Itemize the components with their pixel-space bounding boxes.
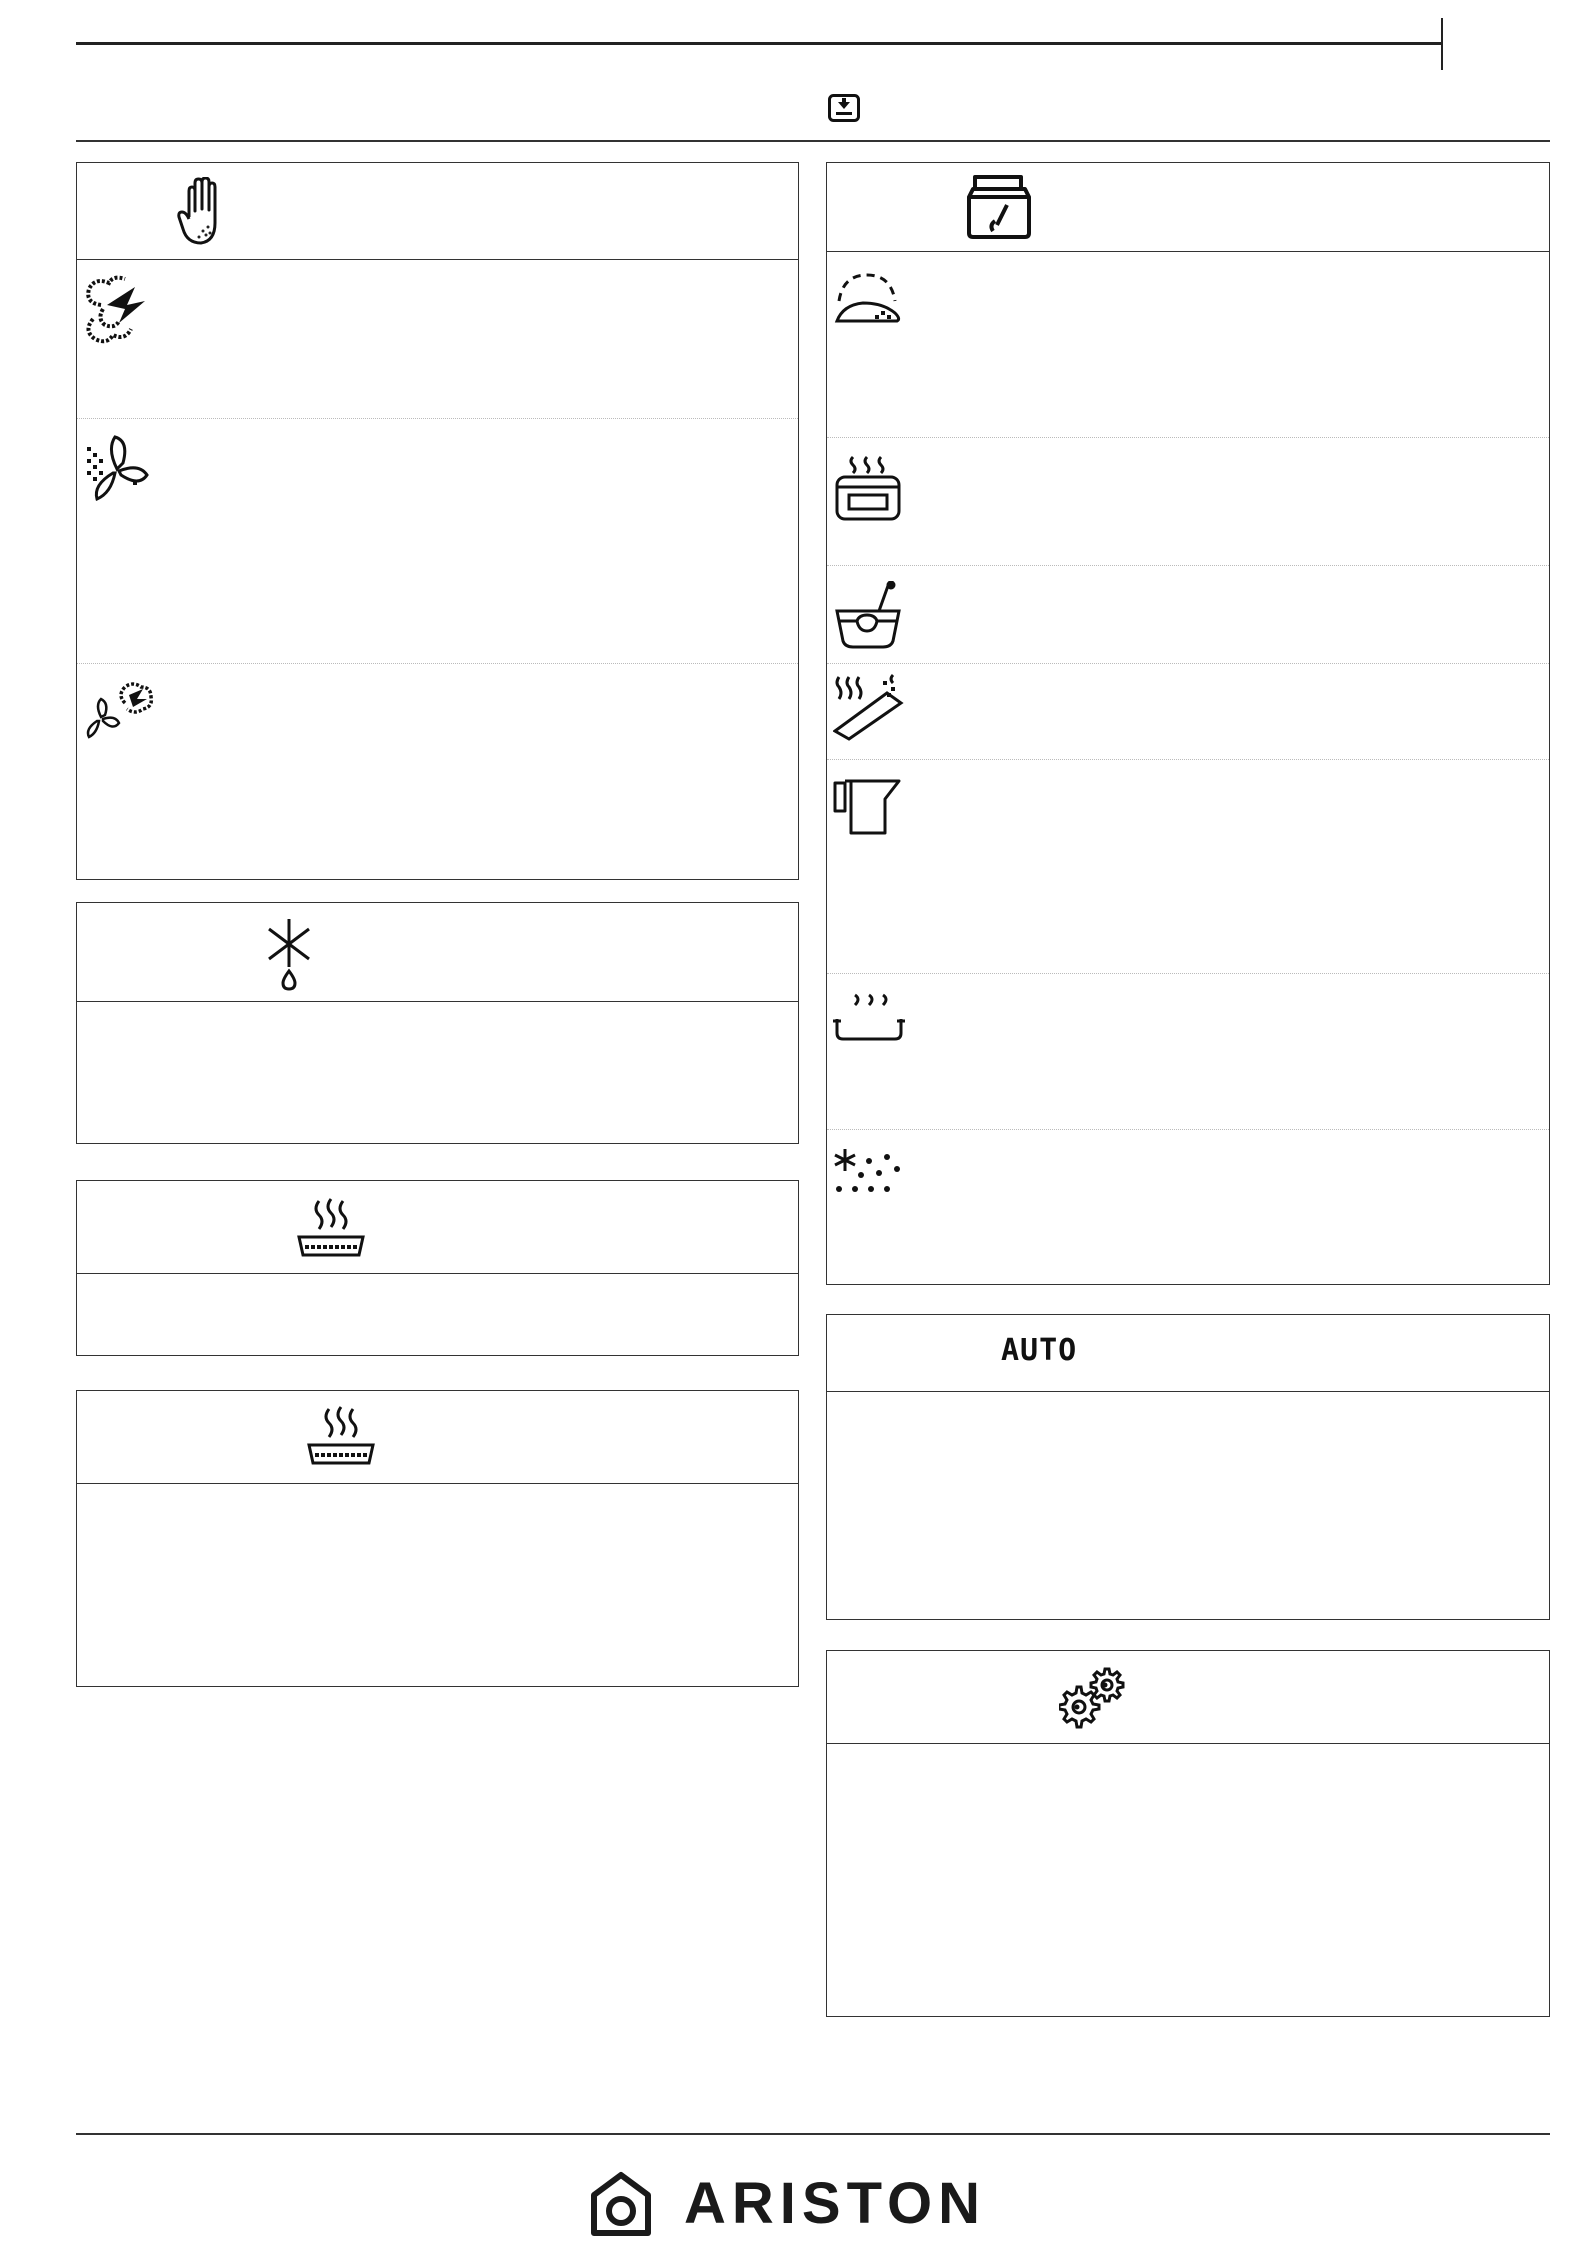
- manual-mode-panel: [76, 162, 799, 880]
- settings-header: [827, 1651, 1549, 1744]
- keep-warm-panel-2: [76, 1390, 799, 1687]
- rising-dough-icon: [833, 271, 903, 331]
- row-separator: [827, 663, 1549, 664]
- preserve-jar-icon: [963, 175, 1035, 239]
- row-separator: [827, 1129, 1549, 1130]
- hand-icon: [177, 177, 225, 247]
- fan-icon: [85, 433, 149, 505]
- keep-warm-panel: [76, 1180, 799, 1356]
- auto-header: [827, 1315, 1549, 1392]
- convection-icon: [83, 275, 153, 347]
- row-separator: [827, 565, 1549, 566]
- section-rule: [76, 140, 1550, 142]
- mixing-bowl-icon: [833, 581, 903, 651]
- jug-icon: [833, 777, 903, 837]
- row-separator: [77, 663, 798, 664]
- row-separator: [827, 437, 1549, 438]
- row-separator: [827, 973, 1549, 974]
- fan-convection-icon: [81, 681, 155, 741]
- sprinkle-icon: [833, 1147, 905, 1199]
- defrost-panel: [76, 902, 799, 1144]
- simmer-dish-icon: [833, 993, 905, 1043]
- row-separator: [827, 759, 1549, 760]
- brand-name: ARISTON: [684, 2171, 986, 2236]
- special-functions-panel: [826, 162, 1550, 1285]
- steaming-pot-icon: [833, 453, 903, 523]
- keep-warm-header: [77, 1181, 798, 1274]
- footer-rule: [76, 2133, 1550, 2135]
- settings-panel: [826, 1650, 1550, 2017]
- download-icon: [828, 94, 860, 122]
- auto-panel: [826, 1314, 1550, 1620]
- special-functions-header: [827, 163, 1549, 252]
- brand-logo: [590, 2170, 986, 2237]
- warming-plate-icon: [833, 673, 905, 741]
- top-rule-tick: [1441, 18, 1443, 70]
- snowflake-drop-icon: [263, 917, 315, 991]
- gears-icon: [1059, 1667, 1127, 1729]
- defrost-header: [77, 903, 798, 1002]
- warm-dish-icon: [295, 1197, 367, 1263]
- keep-warm-header-2: [77, 1391, 798, 1484]
- top-rule: [76, 42, 1442, 45]
- auto-label: AUTO: [1001, 1333, 1078, 1368]
- warm-dish-icon: [305, 1405, 377, 1471]
- row-separator: [77, 418, 798, 419]
- house-logo-icon: [590, 2171, 652, 2237]
